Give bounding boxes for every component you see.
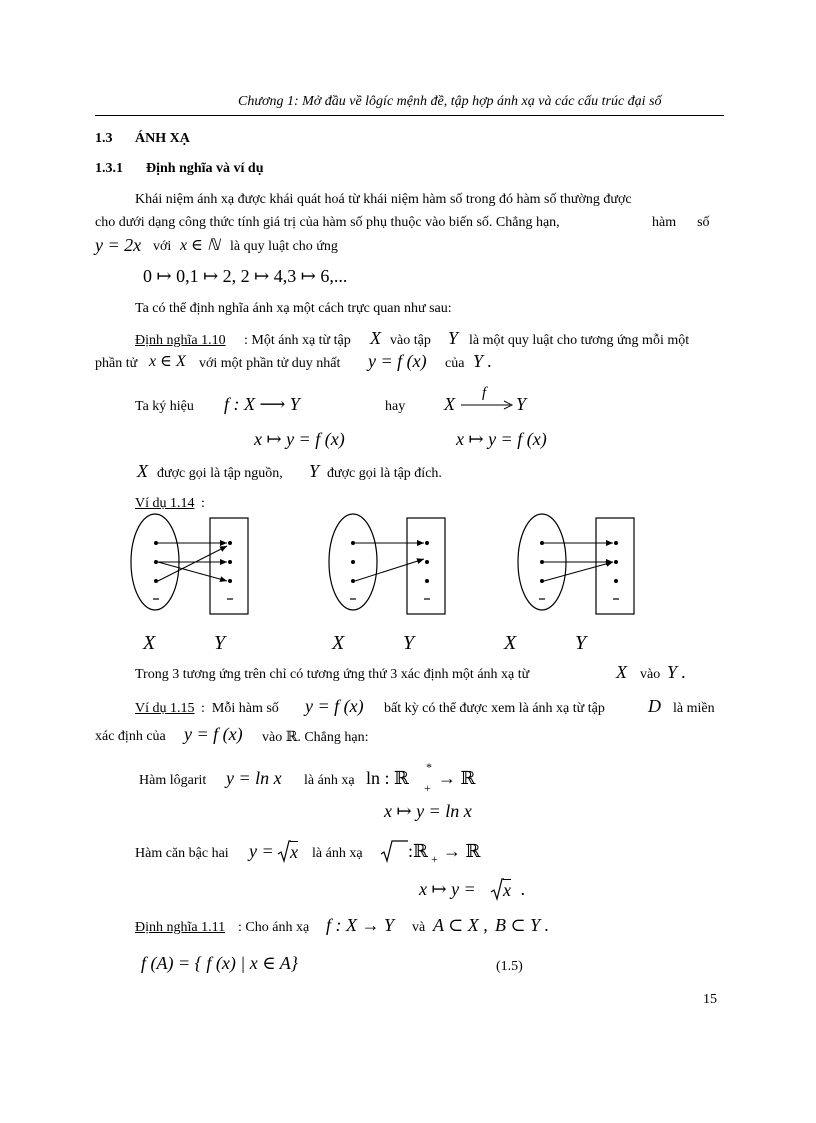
def-1-10-text-3: là một quy luật cho tương ứng mỗi một xyxy=(469,333,690,348)
sqrt-label: Hàm căn bậc hai xyxy=(135,846,229,861)
y-dot xyxy=(228,541,232,545)
page-number: 15 xyxy=(703,992,717,1007)
subsection-title: Định nghĩa và ví dụ xyxy=(146,161,264,176)
def-1-10-text-1: : Một ánh xạ từ tập xyxy=(244,333,351,348)
intro-line-1: Khái niệm ánh xạ được khái quát hoá từ khái niệm hàm số trong đó hàm số thường được xyxy=(135,192,632,207)
mapping-sequence: 0 ↦ 0,1 ↦ 2, 2 ↦ 4,3 ↦ 6,... xyxy=(143,266,348,286)
sqrt-map-to: → ℝ xyxy=(443,841,481,861)
sqrt-map-colon: :ℝ xyxy=(408,841,428,861)
intro-line-2: cho dưới dạng công thức tính giá trị của hàm số phụ thuộc vào biến số. Chẳng hạn, xyxy=(95,215,560,230)
example-1-15-text-1: : Mỗi hàm số xyxy=(201,701,279,716)
sqrt-map-radical-icon xyxy=(380,839,410,865)
example-1-14-colon: : xyxy=(201,496,205,511)
log-formula: y = ln x xyxy=(226,768,282,788)
log-map-sup: * xyxy=(426,760,432,774)
diagram-1 xyxy=(131,514,248,614)
diagram-3-label-Y: Y xyxy=(575,632,587,654)
log-map-to: → ℝ xyxy=(438,768,476,788)
notation-long-arrow xyxy=(460,398,516,412)
def-1-10-X: X xyxy=(370,328,381,348)
mapping-arrow xyxy=(158,562,227,581)
target-text: được gọi là tập đích. xyxy=(327,466,442,481)
sqrt-formula-y: y = xyxy=(249,841,274,861)
notation-hay: hay xyxy=(385,399,406,414)
x-dot xyxy=(154,579,158,583)
diagram-2-label-X: X xyxy=(332,632,345,654)
subsection-number: 1.3.1 xyxy=(95,161,123,176)
def-1-11-label: Định nghĩa 1.11 xyxy=(135,920,226,935)
def-1-10-text-5: với một phần tử duy nhất xyxy=(199,356,341,371)
y-dot xyxy=(228,560,232,564)
mapping-diagrams xyxy=(120,510,650,615)
notation-arrow-X: X xyxy=(444,394,455,414)
def-1-11-B: B ⊂ Y . xyxy=(495,915,550,935)
target-Y: Y xyxy=(309,461,320,481)
equation-1-5-number: (1.5) xyxy=(496,959,523,974)
def-1-10-Y: Y xyxy=(448,328,459,348)
y-dot xyxy=(228,579,232,583)
x-dot xyxy=(154,560,158,564)
notation-map-2: x ↦ y = f (x) xyxy=(456,429,547,449)
source-text: được gọi là tập nguồn, xyxy=(157,466,283,481)
x-dot xyxy=(351,541,355,545)
sqrt-map-2-left: x ↦ y = xyxy=(419,879,476,899)
def-1-10-text-6: của xyxy=(445,356,465,371)
source-X: X xyxy=(137,461,148,481)
sqrt-map-sub: + xyxy=(431,852,438,866)
formula-x-in-N: x ∈ ℕ xyxy=(180,237,220,254)
example-1-15-text-4: xác định của xyxy=(95,729,166,744)
example-1-15-label: Ví dụ 1.15 xyxy=(135,701,195,716)
intro-line-3-rest: là quy luật cho ứng xyxy=(230,239,338,254)
conclusion-X: X xyxy=(616,662,627,682)
intro-with: với xyxy=(153,239,172,254)
example-1-15-y-fx: y = f (x) xyxy=(305,696,364,716)
log-text: là ánh xạ xyxy=(304,773,355,788)
notation-map-1: x ↦ y = f (x) xyxy=(254,429,345,449)
x-dot xyxy=(351,579,355,583)
x-dot xyxy=(540,579,544,583)
diagram-2-label-Y: Y xyxy=(403,632,415,654)
log-map-2: x ↦ y = ln x xyxy=(384,801,472,821)
diagram-3-label-X: X xyxy=(504,632,517,654)
def-1-10-y-fx: y = f (x) xyxy=(368,351,427,371)
section-number: 1.3 xyxy=(95,131,113,146)
log-map-sub: + xyxy=(424,781,431,795)
x-dot xyxy=(540,560,544,564)
log-label: Hàm lôgarit xyxy=(139,773,207,788)
sqrt-formula-x: x xyxy=(290,842,298,862)
section-title: ÁNH XẠ xyxy=(135,131,190,146)
log-map-fn: ln : ℝ xyxy=(366,768,409,788)
diagram-1-label-Y: Y xyxy=(214,632,226,654)
def-1-10-text-4: phần tử xyxy=(95,356,138,371)
def-1-10-text-2: vào tập xyxy=(390,333,431,348)
notation-label: Ta ký hiệu xyxy=(135,399,194,414)
notation-f-X-to-Y: f : X ⟶ Y xyxy=(224,394,300,414)
x-dot xyxy=(540,541,544,545)
example-1-15-text-5: vào ℝ. Chẳng hạn: xyxy=(262,730,369,745)
x-dot xyxy=(154,541,158,545)
sqrt-map-2-x: x xyxy=(503,880,511,900)
example-1-14-label: Ví dụ 1.14 xyxy=(135,496,195,511)
sqrt-text: là ánh xạ xyxy=(312,846,363,861)
running-header: Chương 1: Mở đầu về lôgíc mệnh đề, tập hợp ánh xạ và các cấu trúc đại số xyxy=(238,94,662,109)
mapping-arrow xyxy=(158,546,227,581)
equation-1-5: f (A) = { f (x) | x ∈ A} xyxy=(141,953,298,973)
def-1-11-A: A ⊂ X , xyxy=(433,915,488,935)
def-1-10-x-in-X: x ∈ X xyxy=(149,353,186,370)
def-1-10-Y-end: Y . xyxy=(473,351,493,371)
def-1-11-f: f : X → Y xyxy=(326,915,395,935)
y-dot xyxy=(614,541,618,545)
sqrt-map-2-radical-icon xyxy=(490,877,504,903)
example-1-15-text-2: bất kỳ có thể được xem là ánh xạ từ tập xyxy=(384,701,605,716)
diagram-2 xyxy=(329,514,445,614)
conclusion-text-1: Trong 3 tương ứng trên chỉ có tương ứng thứ 3 xác định một ánh xạ từ xyxy=(135,667,530,682)
y-dot xyxy=(425,579,429,583)
example-1-15-y-fx-2: y = f (x) xyxy=(184,724,243,744)
y-dot xyxy=(425,560,429,564)
header-rule xyxy=(95,115,724,116)
formula-y-2x: y = 2x xyxy=(95,235,142,255)
diagram-3 xyxy=(518,514,634,614)
conclusion-Y: Y . xyxy=(667,662,687,682)
def-1-11-text-1: : Cho ánh xạ xyxy=(238,920,310,935)
mapping-arrow xyxy=(355,559,424,581)
notation-arrow-f: f xyxy=(482,385,487,401)
notation-arrow-Y: Y xyxy=(516,394,527,414)
y-dot xyxy=(614,579,618,583)
mapping-arrow xyxy=(544,562,613,581)
def-1-11-text-2: và xyxy=(412,920,426,935)
def-1-10-label: Định nghĩa 1.10 xyxy=(135,333,226,348)
sqrt-radical-icon xyxy=(277,839,291,865)
y-dot xyxy=(614,560,618,564)
y-dot xyxy=(425,541,429,545)
intuitive-sentence: Ta có thể định nghĩa ánh xạ một cách trực quan như sau: xyxy=(135,301,452,316)
diagram-1-label-X: X xyxy=(143,632,156,654)
intro-line-2-end: hàm số xyxy=(652,215,710,230)
conclusion-text-2: vào xyxy=(640,667,661,682)
example-1-15-text-3: là miền xyxy=(673,701,715,716)
x-dot xyxy=(351,560,355,564)
example-1-15-D: D xyxy=(648,696,661,716)
sqrt-map-2-end: . xyxy=(521,879,526,899)
